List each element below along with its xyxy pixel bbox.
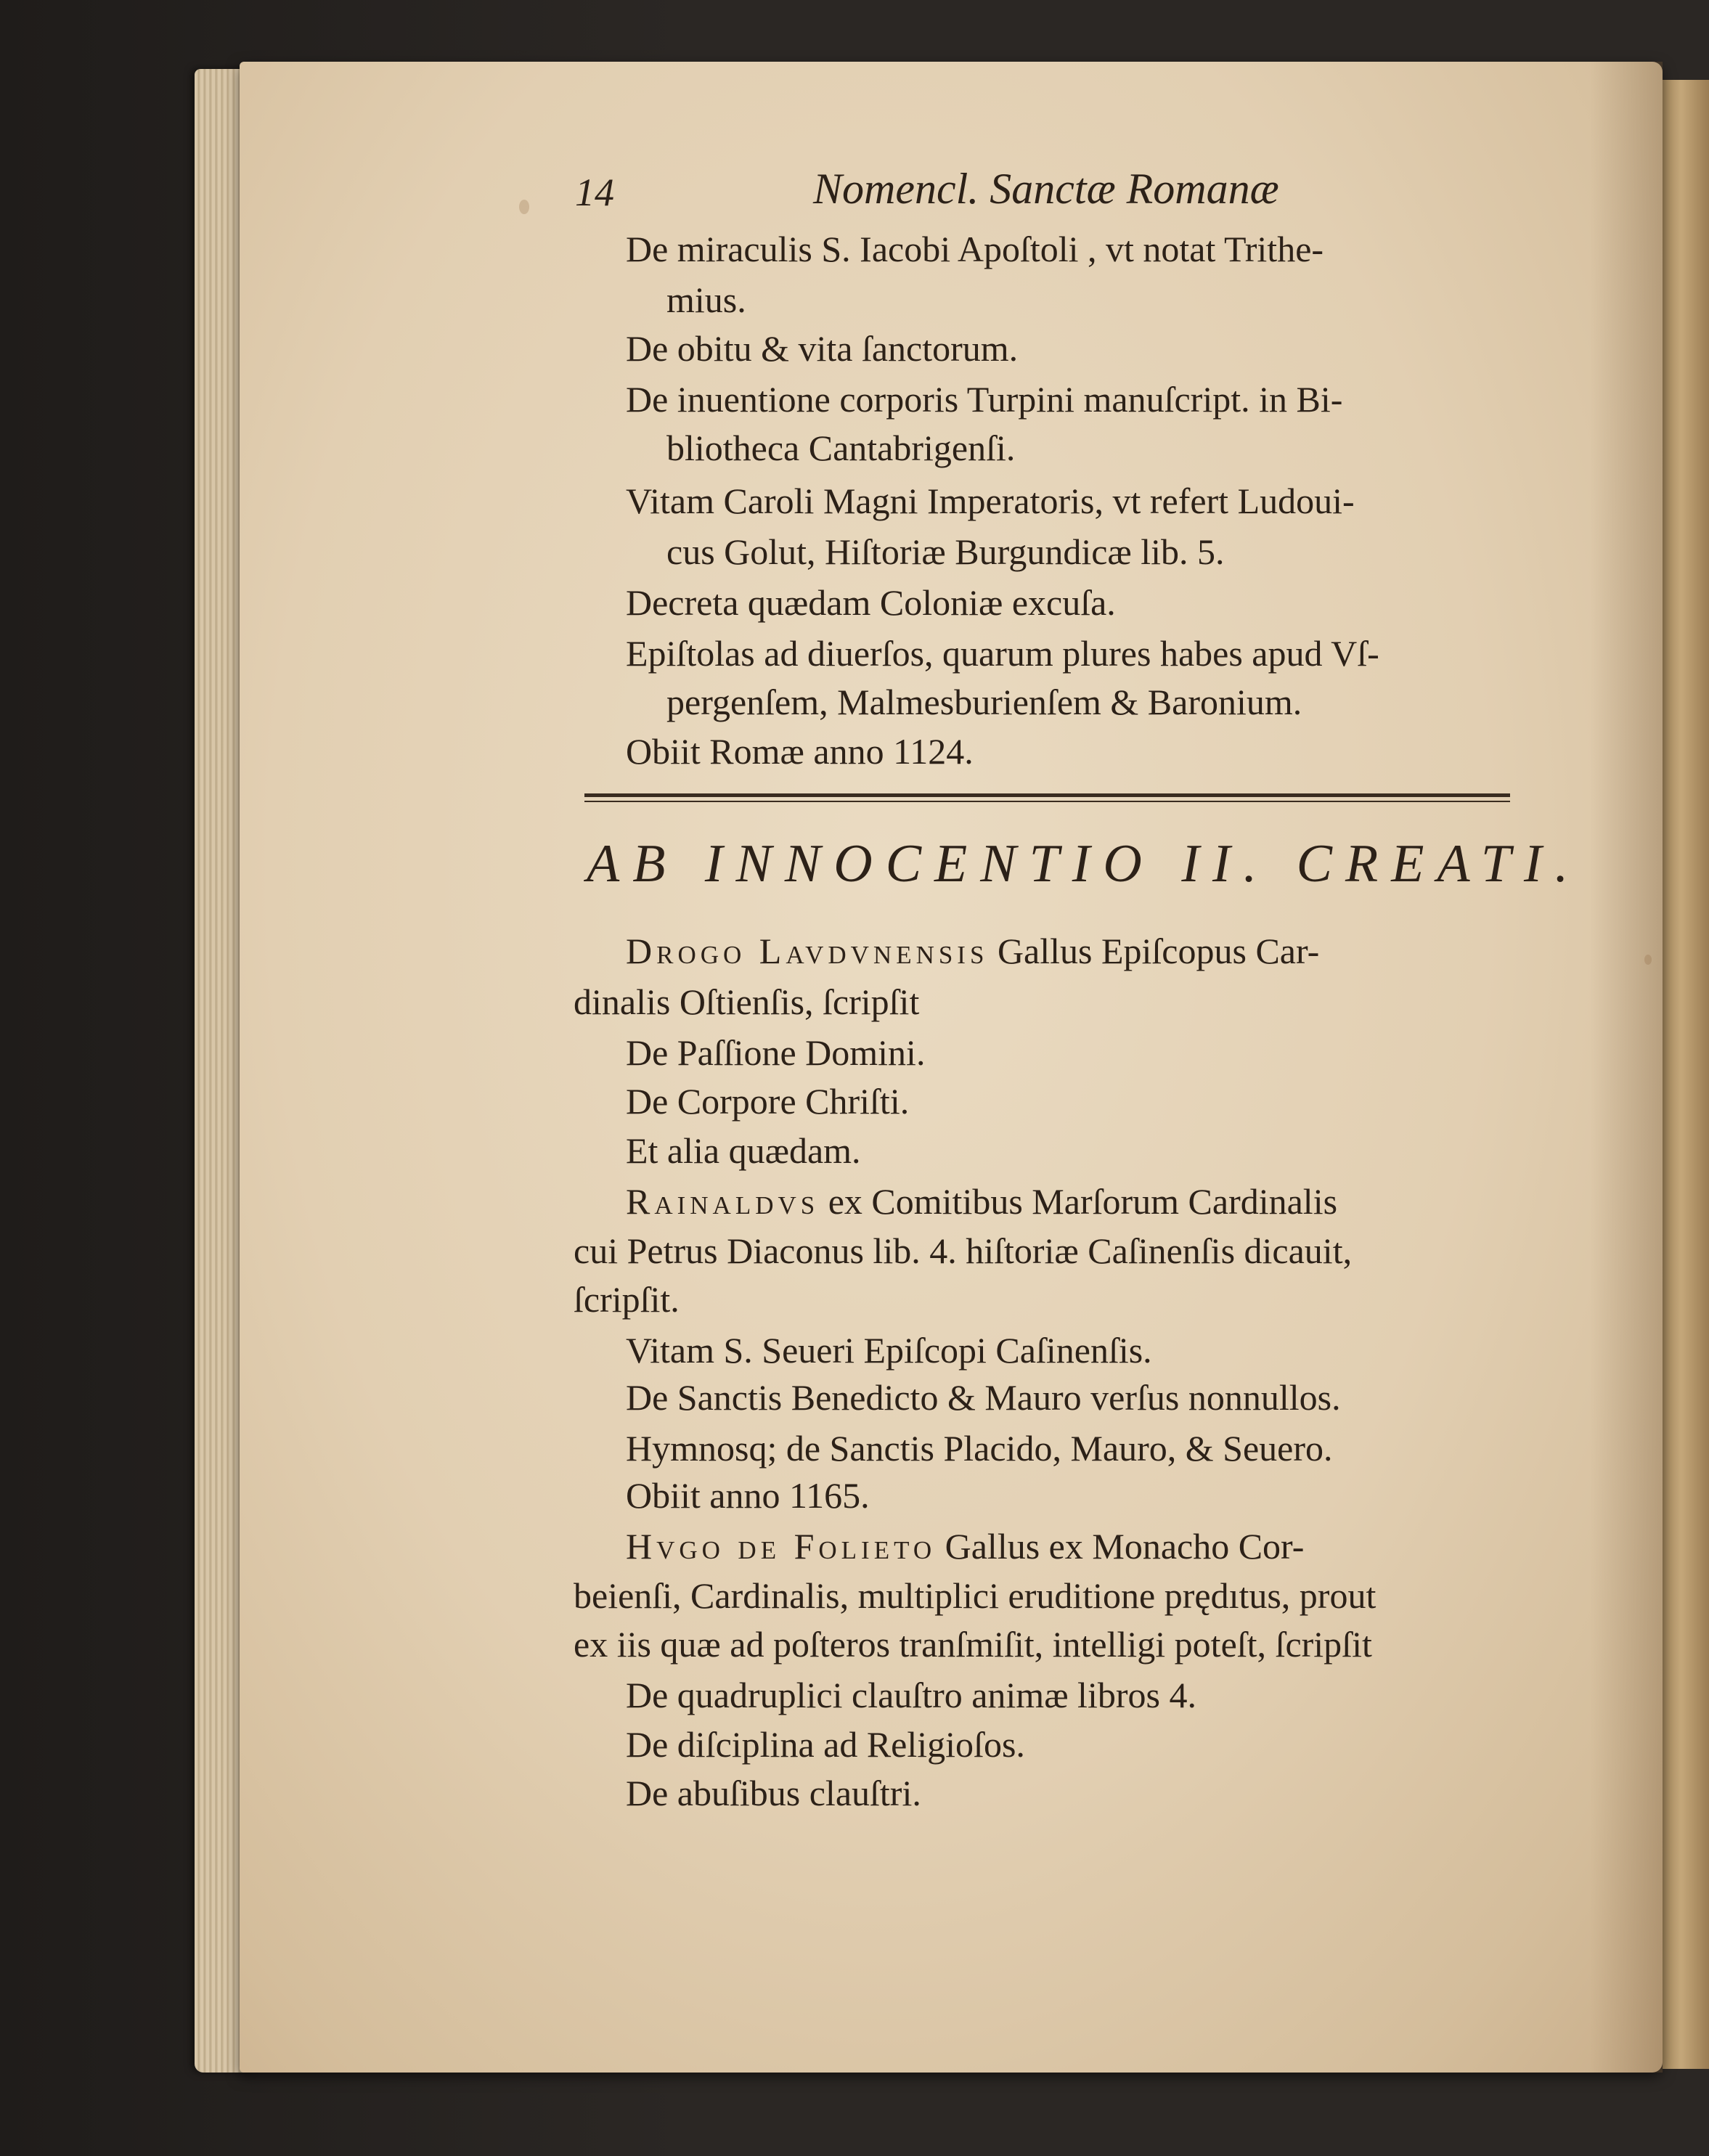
running-title: Nomencl. Sanctæ Romanæ: [813, 165, 1279, 213]
author-name: Rainaldvs: [626, 1181, 820, 1222]
entry-text: Gallus ex Monacho Cor-: [936, 1526, 1305, 1567]
text-line: De miraculis S. Iacobi Apoſtoli , vt notat Trithe-: [626, 229, 1324, 269]
text-line: ſcripſit.: [574, 1279, 680, 1320]
text-line: cus Golut, Hiſtoriæ Burgundicæ lib. 5.: [666, 531, 1225, 572]
text-line: bliotheca Cantabrigenſi.: [666, 428, 1016, 468]
text-line: De obitu & vita ſanctorum.: [626, 328, 1019, 369]
work-title: De Paſſione Domini.: [626, 1032, 926, 1073]
work-title: De abuſibus clauſtri.: [626, 1773, 921, 1813]
text-line: Vitam Caroli Magni Imperatoris, vt refert Ludoui-: [626, 481, 1355, 521]
work-title: Et alia quædam.: [626, 1130, 861, 1171]
section-rule: [584, 793, 1510, 797]
work-title: Obiit anno 1165.: [626, 1475, 870, 1516]
text-line: mius.: [666, 279, 746, 320]
entry-line-hugo: [626, 1526, 1305, 1567]
text-line: beienſi, Cardinalis, multiplici eruditione prędıtus, prout: [574, 1575, 1376, 1616]
work-title: Hymnosq; de Sanctis Placido, Mauro, & Seuero.: [626, 1428, 1333, 1469]
text-line: De inuentione corporis Turpini manuſcript. in Bi-: [626, 379, 1343, 420]
text-line: ex iis quæ ad poſteros tranſmiſit, intelligi poteſt, ſcripſit: [574, 1624, 1372, 1665]
entry-text: Gallus Epiſcopus Car-: [988, 931, 1320, 971]
author-name: Drogo Lavdvnensis: [626, 931, 989, 971]
work-title: De Corpore Chriſti.: [626, 1081, 910, 1122]
text-line: cui Petrus Diaconus lib. 4. hiſtoriæ Caſinenſis dicauit,: [574, 1230, 1353, 1271]
entry-line-drogo: [626, 933, 1319, 969]
text-line: dinalis Oſtienſis, ſcripſit: [574, 981, 920, 1022]
work-title: Vitam S. Seueri Epiſcopi Caſinenſis.: [626, 1330, 1152, 1371]
work-title: De Sanctis Benedicto & Mauro verſus nonnullos.: [626, 1377, 1341, 1418]
text-line: Obiit Romæ anno 1124.: [626, 731, 974, 772]
right-page-edge: [1663, 80, 1709, 2069]
text-line: pergenſem, Malmesburienſem & Baronium.: [666, 682, 1302, 722]
work-title: De diſciplina ad Religioſos.: [626, 1724, 1025, 1765]
work-title: De quadruplici clauſtro animæ libros 4.: [626, 1675, 1196, 1715]
foxing-spot: [1644, 955, 1652, 965]
entry-line-rainaldus: [626, 1183, 1337, 1220]
page-number: 14: [575, 171, 614, 214]
entry-text: ex Comitibus Marſorum Cardinalis: [819, 1181, 1338, 1222]
gutter-shadow: [1590, 62, 1663, 2073]
foxing-spot: [519, 200, 529, 214]
section-heading: AB INNOCENTIO II. CREATI.: [587, 834, 1582, 894]
author-name: Hvgo de Folieto: [626, 1526, 937, 1567]
text-line: Decreta quædam Coloniæ excuſa.: [626, 582, 1116, 623]
text-line: Epiſtolas ad diuerſos, quarum plures habes apud Vſ-: [626, 633, 1379, 674]
